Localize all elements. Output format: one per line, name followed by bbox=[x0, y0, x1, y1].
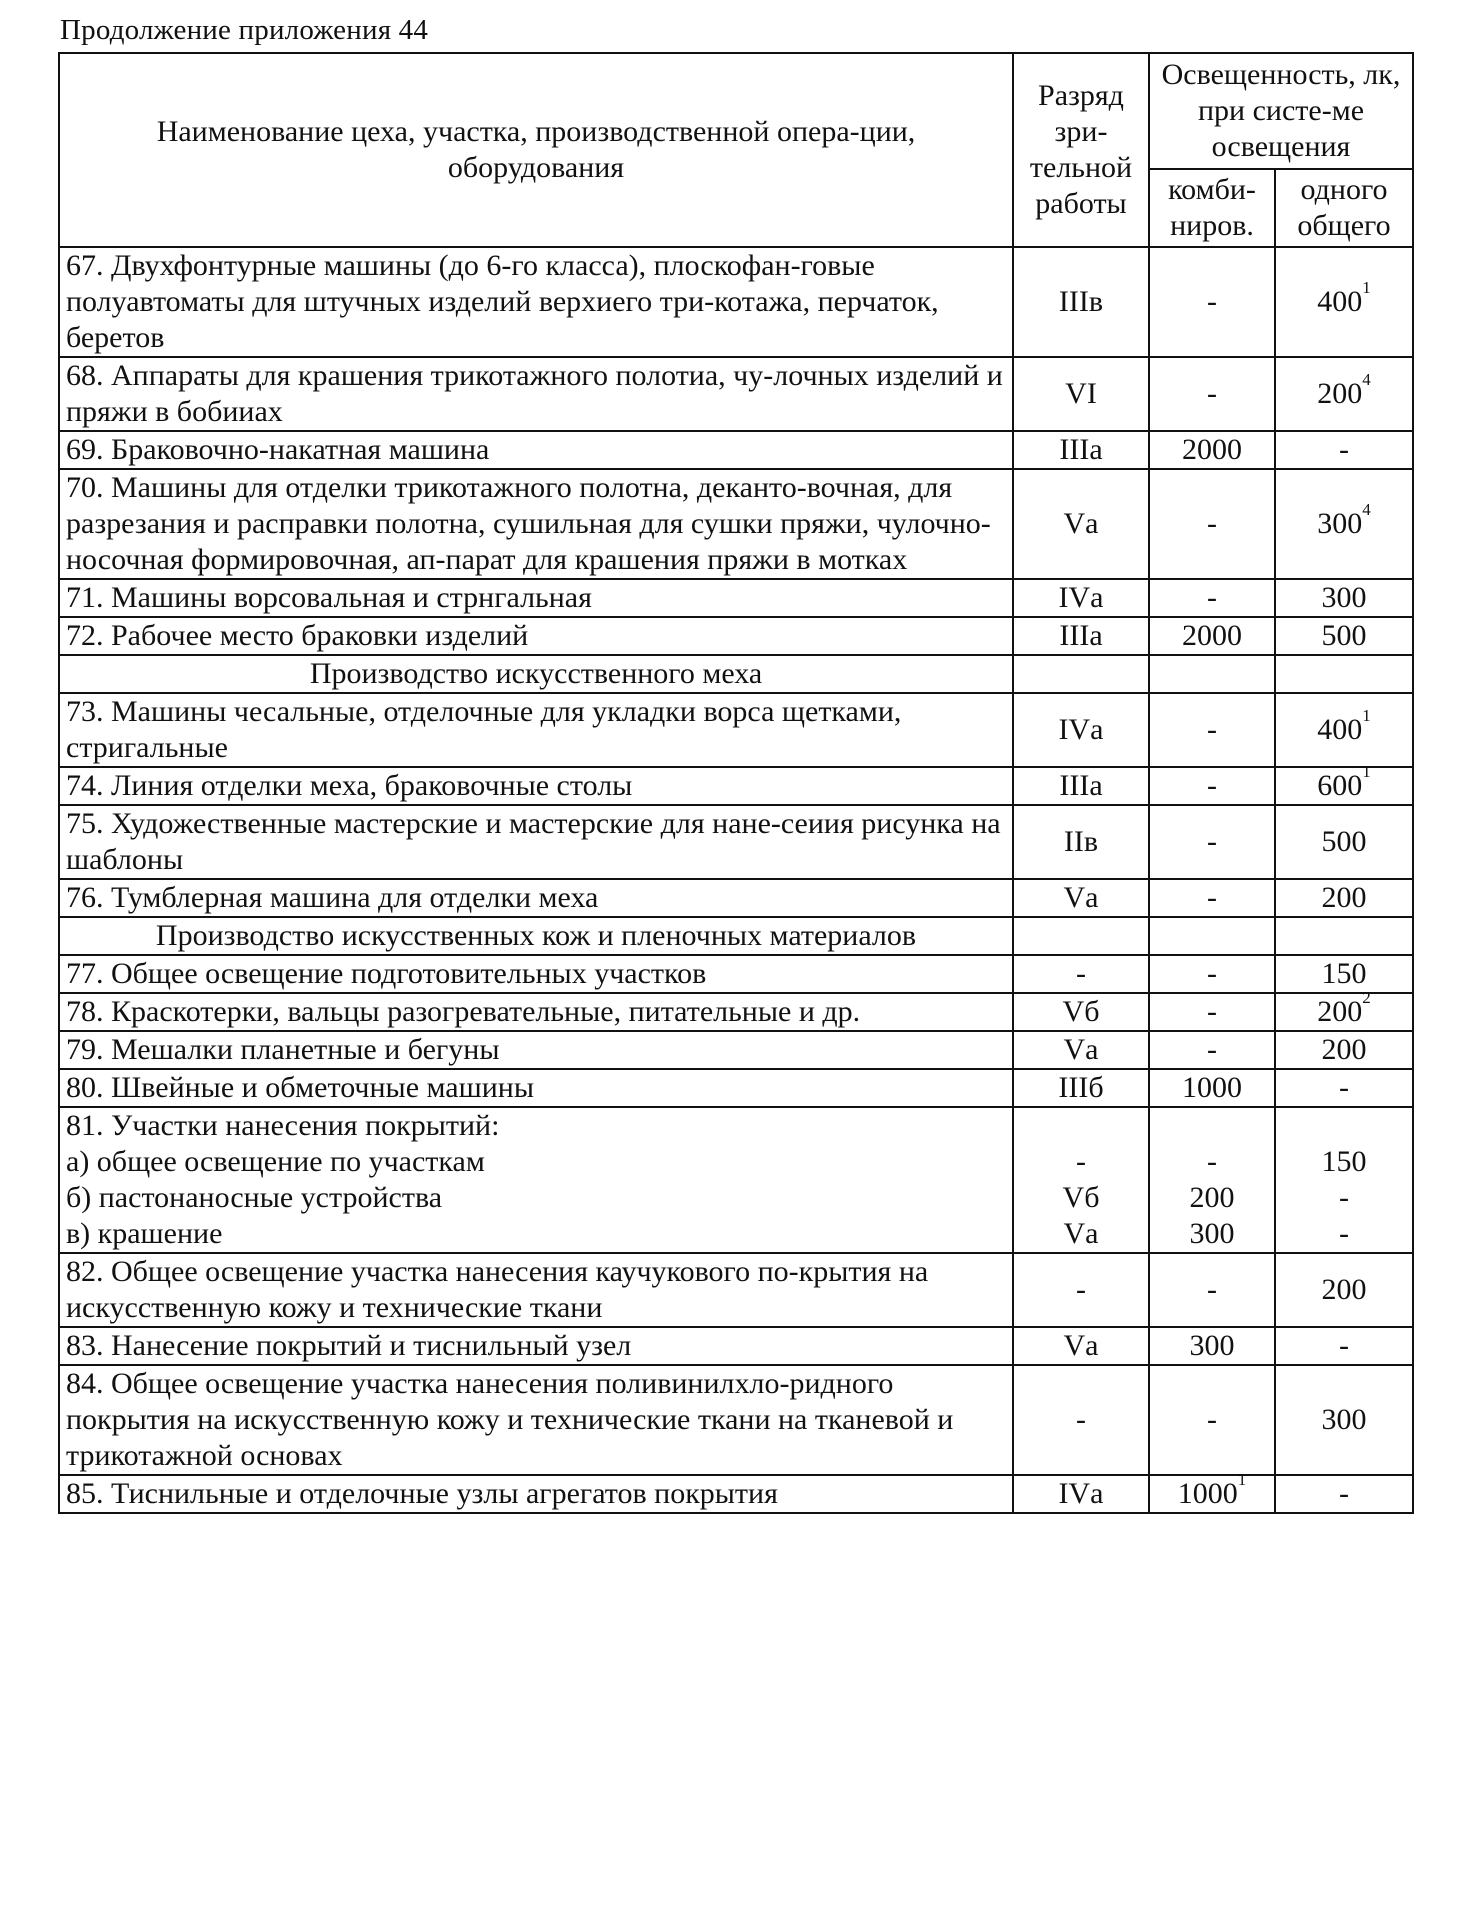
row-general bbox=[1275, 1365, 1413, 1475]
row-general bbox=[1275, 762, 1413, 805]
row-combined-value: 300 bbox=[1189, 1329, 1235, 1362]
row-grade-value: IIIа bbox=[1059, 769, 1103, 802]
row-name: 68. Аппараты для крашения трикотажного полотиа, чу-лочных изделий и пряжи в бобииах bbox=[59, 357, 1013, 431]
row-grade-value: Vа bbox=[1063, 507, 1099, 540]
empty-cell bbox=[1013, 655, 1149, 693]
footnote-mark: 1 bbox=[1362, 762, 1371, 781]
header-name bbox=[59, 53, 1013, 247]
section-row bbox=[59, 917, 1413, 955]
row-combined-line: 300 bbox=[1189, 1217, 1235, 1250]
row-combined bbox=[1149, 247, 1275, 357]
row-grade-line: Vа bbox=[1063, 1217, 1099, 1250]
row-grade bbox=[1013, 1327, 1149, 1365]
row-general-value: 200 bbox=[1321, 1033, 1367, 1066]
row-general-value: - bbox=[1339, 1071, 1349, 1104]
row-name: 67. Двухфонтурные машины (до 6-го класса), плоскофан-говые полуавтоматы для штучных изделий верхиего три-котажа, перчаток, беретов bbox=[59, 247, 1013, 357]
row-grade-value: - bbox=[1076, 957, 1086, 990]
row-grade-value: Vб bbox=[1062, 995, 1100, 1028]
empty-cell bbox=[1149, 917, 1275, 955]
row-grade bbox=[1013, 1107, 1149, 1253]
row-general bbox=[1275, 247, 1413, 357]
row-general-line: - bbox=[1339, 1217, 1349, 1250]
row-grade bbox=[1013, 357, 1149, 431]
section-row bbox=[59, 655, 1413, 693]
header-row bbox=[59, 53, 1413, 169]
row-grade-value: IIIа bbox=[1059, 433, 1103, 466]
empty-cell bbox=[1275, 917, 1413, 955]
table-row bbox=[59, 469, 1413, 579]
row-general-value: 500 bbox=[1321, 825, 1367, 858]
footnote-mark: 1 bbox=[1362, 706, 1371, 725]
table-row bbox=[59, 617, 1413, 655]
footnote-mark: 2 bbox=[1362, 988, 1371, 1007]
row-combined bbox=[1149, 693, 1275, 767]
footnote-mark: 1 bbox=[1237, 1470, 1247, 1489]
row-combined-value: - bbox=[1207, 825, 1217, 858]
row-general-line bbox=[1282, 1108, 1406, 1144]
row-combined bbox=[1149, 1031, 1275, 1069]
row-grade bbox=[1013, 579, 1149, 617]
row-general-line: 150 bbox=[1321, 1145, 1367, 1178]
row-general bbox=[1275, 805, 1413, 879]
row-general-value: 300 bbox=[1321, 1403, 1367, 1436]
row-name: 77. Общее освещение подготовительных участков bbox=[59, 955, 1013, 993]
row-name: 84. Общее освещение участка нанесения поливинилхло-ридного покрытия на искусственную кожу и технические ткани на тканевой и трикотажной основах bbox=[59, 1365, 1013, 1475]
row-general bbox=[1275, 617, 1413, 655]
row-combined-value: - bbox=[1207, 1403, 1217, 1436]
row-grade bbox=[1013, 617, 1149, 655]
row-general bbox=[1275, 879, 1413, 917]
row-general-value: - bbox=[1339, 433, 1349, 466]
header-combined-text: комби-ниров. bbox=[1168, 173, 1256, 242]
table-row bbox=[59, 247, 1413, 357]
row-name bbox=[59, 1107, 1013, 1253]
row-name: 73. Машины чесальные, отделочные для укладки ворса щетками, стригальные bbox=[59, 693, 1013, 767]
row-combined bbox=[1149, 1365, 1275, 1475]
row-combined-value: 2000 bbox=[1182, 619, 1242, 652]
row-combined-value: - bbox=[1207, 713, 1217, 746]
row-combined bbox=[1149, 767, 1275, 805]
empty-cell bbox=[1275, 655, 1413, 693]
row-combined bbox=[1149, 805, 1275, 879]
row-grade-value: VI bbox=[1065, 377, 1097, 410]
row-general bbox=[1275, 1069, 1413, 1107]
row-name: 78. Краскотерки, вальцы разогревательные, питательные и др. bbox=[59, 993, 1013, 1031]
table-row bbox=[59, 1327, 1413, 1365]
row-general-value: 500 bbox=[1321, 619, 1367, 652]
header-illum bbox=[1149, 53, 1413, 169]
row-grade-value: IIв bbox=[1063, 825, 1099, 858]
table-row bbox=[59, 879, 1413, 917]
row-general bbox=[1275, 955, 1413, 993]
row-grade-value: IIIа bbox=[1059, 619, 1103, 652]
row-general bbox=[1275, 1031, 1413, 1069]
section-title: Производство искусственных кож и пленочных материалов bbox=[59, 917, 1013, 955]
row-grade-value: Vа bbox=[1063, 881, 1099, 914]
row-combined-value: - bbox=[1207, 285, 1217, 318]
row-general bbox=[1275, 469, 1413, 579]
row-general-value: 200 bbox=[1321, 1273, 1367, 1306]
row-grade bbox=[1013, 1365, 1149, 1475]
row-grade-line bbox=[1020, 1108, 1142, 1144]
row-combined bbox=[1149, 1107, 1275, 1253]
row-combined bbox=[1149, 955, 1275, 993]
row-combined-value: - bbox=[1207, 581, 1217, 614]
row-grade-line: - bbox=[1076, 1145, 1086, 1178]
row-name: 70. Машины для отделки трикотажного полотна, деканто-вочная, для разрезания и расправки полотна, сушильная для сушки пряжи, чулочно-носочная формировочная, ап-парат для крашения пряжи в мотках bbox=[59, 469, 1013, 579]
table-row bbox=[59, 993, 1413, 1031]
row-combined-value: - bbox=[1207, 881, 1217, 914]
header-combined bbox=[1149, 169, 1275, 247]
table-row bbox=[59, 955, 1413, 993]
row-grade-value: - bbox=[1076, 1273, 1086, 1306]
row-combined-line: 200 bbox=[1189, 1181, 1235, 1214]
row-grade-value: IIIб bbox=[1058, 1071, 1104, 1104]
row-general bbox=[1275, 431, 1413, 469]
row-name: 79. Мешалки планетные и бегуны bbox=[59, 1031, 1013, 1069]
row-grade bbox=[1013, 247, 1149, 357]
row-combined bbox=[1149, 469, 1275, 579]
row-combined-value: - bbox=[1207, 1033, 1217, 1066]
row-combined bbox=[1149, 993, 1275, 1031]
table-row bbox=[59, 431, 1413, 469]
row-combined bbox=[1149, 431, 1275, 469]
row-general bbox=[1275, 1475, 1413, 1513]
row-name: 80. Швейные и обметочные машины bbox=[59, 1069, 1013, 1107]
table-row bbox=[59, 1365, 1413, 1475]
row-general-value: 400 bbox=[1317, 285, 1363, 318]
row-grade bbox=[1013, 993, 1149, 1031]
row-name: 82. Общее освещение участка нанесения каучукового по-крытия на искусственную кожу и технические ткани bbox=[59, 1253, 1013, 1327]
row-name: 83. Нанесение покрытий и тиснильный узел bbox=[59, 1327, 1013, 1365]
row-name: 76. Тумблерная машина для отделки меха bbox=[59, 879, 1013, 917]
row-general bbox=[1275, 693, 1413, 767]
row-grade bbox=[1013, 767, 1149, 805]
row-combined bbox=[1149, 1069, 1275, 1107]
row-general bbox=[1275, 1327, 1413, 1365]
row-general-value: 600 bbox=[1317, 769, 1363, 802]
row-combined bbox=[1149, 1327, 1275, 1365]
footnote-mark: 4 bbox=[1362, 370, 1371, 389]
row-general-value: - bbox=[1339, 1477, 1349, 1510]
row-grade bbox=[1013, 955, 1149, 993]
row-name: 72. Рабочее место браковки изделий bbox=[59, 617, 1013, 655]
row-general bbox=[1275, 988, 1413, 1031]
row-combined-value: - bbox=[1207, 995, 1217, 1028]
table-row bbox=[59, 1253, 1413, 1327]
row-grade bbox=[1013, 1253, 1149, 1327]
table-row bbox=[59, 1107, 1413, 1253]
row-grade bbox=[1013, 431, 1149, 469]
row-grade-value: IVа bbox=[1058, 1477, 1104, 1510]
row-combined-value: 2000 bbox=[1182, 433, 1242, 466]
row-general-value: 200 bbox=[1317, 995, 1363, 1028]
footnote-mark: 1 bbox=[1362, 278, 1371, 297]
table-row bbox=[59, 1031, 1413, 1069]
row-grade-value: IIIв bbox=[1058, 285, 1104, 318]
row-grade bbox=[1013, 805, 1149, 879]
row-combined bbox=[1149, 357, 1275, 431]
header-illum-text: Освещенность, лк, при систе-ме освещения bbox=[1161, 58, 1401, 163]
row-name-line: б) пастонаносные устройства bbox=[66, 1181, 443, 1214]
row-general bbox=[1275, 1107, 1413, 1253]
row-combined-value: - bbox=[1207, 769, 1217, 802]
row-grade-value: Vа bbox=[1063, 1329, 1099, 1362]
row-general-value: - bbox=[1339, 1329, 1349, 1362]
row-grade bbox=[1013, 1475, 1149, 1513]
row-combined-value: - bbox=[1207, 1273, 1217, 1306]
row-name: 75. Художественные мастерские и мастерские для нане-сеиия рисунка на шаблоны bbox=[59, 805, 1013, 879]
row-general-value: 200 bbox=[1317, 377, 1363, 410]
row-grade-value: Vа bbox=[1063, 1033, 1099, 1066]
table-body bbox=[59, 53, 1413, 1513]
table-row bbox=[59, 1069, 1413, 1107]
row-combined-line: - bbox=[1207, 1145, 1217, 1178]
row-general-value: 150 bbox=[1321, 957, 1367, 990]
row-name: 74. Линия отделки меха, браковочные столы bbox=[59, 767, 1013, 805]
row-general-value: 200 bbox=[1321, 881, 1367, 914]
row-general bbox=[1275, 1253, 1413, 1327]
row-combined-value: 1000 bbox=[1182, 1071, 1242, 1104]
row-grade-value: IVа bbox=[1058, 581, 1104, 614]
row-combined-line bbox=[1156, 1108, 1268, 1144]
row-general bbox=[1275, 357, 1413, 431]
row-general-value: 300 bbox=[1321, 581, 1367, 614]
row-name-line: а) общее освещение по участкам bbox=[66, 1145, 485, 1178]
table-row bbox=[59, 1475, 1413, 1513]
row-grade bbox=[1013, 879, 1149, 917]
empty-cell bbox=[1013, 917, 1149, 955]
row-name-line: 81. Участки нанесения покрытий: bbox=[66, 1109, 500, 1142]
row-general-value: 300 bbox=[1317, 507, 1363, 540]
footnote-mark: 4 bbox=[1362, 500, 1371, 519]
row-combined bbox=[1149, 1253, 1275, 1327]
caption: Продолжение приложения 44 bbox=[60, 14, 429, 46]
row-combined bbox=[1149, 579, 1275, 617]
row-grade-value: - bbox=[1076, 1403, 1086, 1436]
table-row bbox=[59, 579, 1413, 617]
illumination-table bbox=[58, 52, 1414, 1514]
row-name: 71. Машины ворсовальная и стрнгальная bbox=[59, 579, 1013, 617]
table-row bbox=[59, 357, 1413, 431]
row-grade bbox=[1013, 1031, 1149, 1069]
table-row bbox=[59, 805, 1413, 879]
row-grade-value: IVа bbox=[1058, 713, 1104, 746]
row-grade-line: Vб bbox=[1062, 1181, 1100, 1214]
row-general-value: 400 bbox=[1317, 713, 1363, 746]
row-combined-value: - bbox=[1207, 507, 1217, 540]
row-general bbox=[1275, 579, 1413, 617]
table-row bbox=[59, 693, 1413, 767]
section-title: Производство искусственного меха bbox=[59, 655, 1013, 693]
row-combined bbox=[1149, 879, 1275, 917]
row-grade bbox=[1013, 469, 1149, 579]
row-name: 69. Браковочно-накатная машина bbox=[59, 431, 1013, 469]
table-row bbox=[59, 767, 1413, 805]
row-general-line: - bbox=[1339, 1181, 1349, 1214]
row-combined bbox=[1149, 1470, 1275, 1513]
row-combined-value: - bbox=[1207, 377, 1217, 410]
row-grade bbox=[1013, 1069, 1149, 1107]
row-combined-value: - bbox=[1207, 957, 1217, 990]
header-grade bbox=[1013, 53, 1149, 247]
header-general bbox=[1275, 169, 1413, 247]
row-combined bbox=[1149, 617, 1275, 655]
header-general-text: одного общего bbox=[1297, 173, 1391, 242]
row-name-line: в) крашение bbox=[66, 1217, 223, 1250]
row-combined-value: 1000 bbox=[1177, 1477, 1238, 1510]
header-grade-text: Разряд зри-тельной работы bbox=[1029, 79, 1133, 220]
row-name: 85. Тиснильные и отделочные узлы агрегатов покрытия bbox=[59, 1475, 1013, 1513]
row-grade bbox=[1013, 693, 1149, 767]
empty-cell bbox=[1149, 655, 1275, 693]
header-name-text: Наименование цеха, участка, производственной опера-ции, оборудования bbox=[156, 115, 916, 184]
